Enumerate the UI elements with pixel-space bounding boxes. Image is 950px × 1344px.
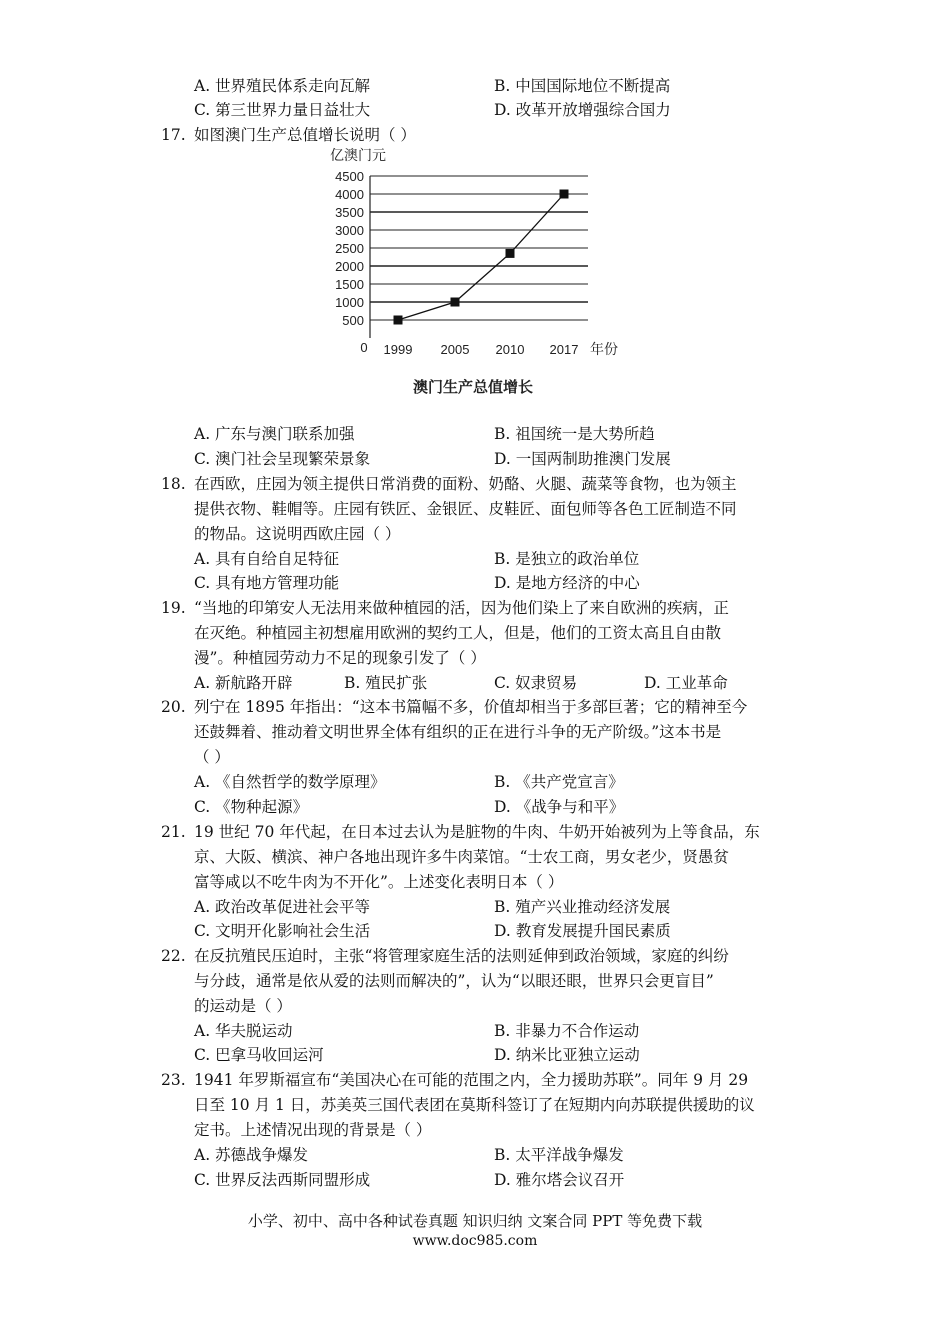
question-stem: 还鼓舞着、推动着文明世界全体有组织的正在进行斗争的无产阶级。”这本书是: [194, 723, 722, 741]
y-tick-label: 4000: [335, 187, 364, 202]
x-tick-label: 2010: [495, 342, 525, 357]
question-stem: 定书。上述情况出现的背景是（ ）: [194, 1121, 432, 1139]
chart-title: 澳门生产总值增长: [412, 379, 534, 396]
option-c: C. 文明开化影响社会生活: [194, 922, 371, 940]
question-number: 18.: [161, 475, 186, 493]
question-stem: 漫”。种植园劳动力不足的现象引发了（ ）: [194, 649, 486, 667]
option-a: A. 广东与澳门联系加强: [194, 425, 355, 443]
question-stem: （ ）: [194, 748, 230, 766]
option-b: B. 非暴力不合作运动: [494, 1022, 640, 1040]
option-a: A. 世界殖民体系走向瓦解: [194, 77, 371, 95]
option-c: C. 奴隶贸易: [494, 674, 578, 692]
option-c: C. 《物种起源》: [194, 798, 309, 816]
y-tick-label: 4500: [335, 169, 364, 184]
question-stem: 的运动是（ ）: [194, 997, 292, 1015]
question-stem: 京、大阪、横滨、神户各地出现许多牛肉菜馆。“士农工商，男女老少，贤愚贫: [194, 848, 729, 866]
option-d: D. 教育发展提升国民素质: [494, 922, 671, 940]
option-b: B. 殖产兴业推动经济发展: [494, 898, 671, 916]
option-c: C. 巴拿马收回运河: [194, 1046, 324, 1064]
option-c: C. 澳门社会呈现繁荣景象: [194, 450, 371, 468]
footer-text: 小学、初中、高中各种试卷真题 知识归纳 文案合同 PPT 等免费下载: [247, 1212, 703, 1230]
x-axis-label: 年份: [590, 341, 618, 357]
x-tick-label: 2005: [440, 342, 470, 357]
y-tick-label: 2500: [335, 241, 364, 256]
option-b: B. 祖国统一是大势所趋: [494, 425, 655, 443]
footer-url[interactable]: www.doc985.com: [412, 1233, 538, 1249]
question-stem: 列宁在 1895 年指出：“这本书篇幅不多，价值却相当于多部巨著；它的精神至今: [194, 698, 748, 716]
option-c: C. 第三世界力量日益壮大: [194, 101, 371, 119]
question-stem: 1941 年罗斯福宣布“美国决心在可能的范围之内，全力援助苏联”。同年 9 月 29: [194, 1071, 749, 1089]
option-b: B. 《共产党宣言》: [494, 773, 624, 791]
option-b: B. 殖民扩张: [344, 674, 428, 692]
question-stem: 19 世纪 70 年代起，在日本过去认为是脏物的牛肉、牛奶开始被列为上等食品，东: [194, 823, 760, 841]
y-tick-label: 2000: [335, 259, 364, 274]
data-point: [560, 190, 569, 199]
x-tick-label: 2017: [549, 342, 579, 357]
question-stem: 富等咸以不吃牛肉为不开化”。上述变化表明日本（ ）: [194, 873, 564, 891]
question-stem: 日至 10 月 1 日，苏美英三国代表团在莫斯科签订了在短期内向苏联提供援助的议: [194, 1096, 755, 1114]
option-d: D. 雅尔塔会议召开: [494, 1171, 625, 1189]
chart-grid: [370, 176, 588, 338]
question-stem: 与分歧，通常是依从爱的法则而解决的”，认为“以眼还眼，世界只会更盲目”: [194, 972, 714, 990]
option-b: B. 中国国际地位不断提高: [494, 77, 671, 95]
option-a: A. 政治改革促进社会平等: [194, 898, 371, 916]
option-b: B. 是独立的政治单位: [494, 550, 640, 568]
question-number: 17.: [161, 126, 186, 144]
data-point: [506, 249, 515, 258]
question-number: 21.: [161, 823, 186, 841]
question-stem: 在西欧，庄园为领主提供日常消费的面粉、奶酪、火腿、蔬菜等食物，也为领主: [194, 475, 737, 493]
x-tick-labels: [384, 342, 579, 357]
option-d: D. 纳米比亚独立运动: [494, 1046, 640, 1064]
option-b: B. 太平洋战争爆发: [494, 1146, 624, 1164]
option-d: D. 是地方经济的中心: [494, 574, 640, 592]
option-d: D. 一国两制助推澳门发展: [494, 450, 671, 468]
y-tick-labels: [335, 169, 368, 355]
option-d: D. 工业革命: [644, 674, 728, 692]
data-point: [394, 316, 403, 325]
question-stem: “当地的印第安人无法用来做种植园的活，因为他们染上了来自欧洲的疾病，正: [194, 599, 729, 617]
y-tick-label: 3500: [335, 205, 364, 220]
option-d: D. 《战争与和平》: [494, 798, 625, 816]
option-a: A. 苏德战争爆发: [194, 1146, 309, 1164]
option-a: A. 新航路开辟: [194, 674, 293, 692]
y-tick-label: 500: [342, 313, 364, 328]
question-stem: 在反抗殖民压迫时，主张“将管理家庭生活的法则延伸到政治领域，家庭的纠纷: [194, 947, 729, 965]
question-stem: 提供衣物、鞋帽等。庄园有铁匠、金银匠、皮鞋匠、面包师等各色工匠制造不同: [194, 500, 737, 518]
question-stem: 如图澳门生产总值增长说明（ ）: [194, 126, 416, 144]
option-c: C. 世界反法西斯同盟形成: [194, 1171, 371, 1189]
option-c: C. 具有地方管理功能: [194, 574, 340, 592]
question-stem: 的物品。这说明西欧庄园（ ）: [194, 525, 401, 543]
data-point: [451, 298, 460, 307]
gdp-chart: [318, 142, 628, 404]
option-a: A. 华夫脱运动: [194, 1022, 293, 1040]
question-stem: 在灭绝。种植园主初想雇用欧洲的契约工人，但是，他们的工资太高且自由散: [194, 624, 722, 642]
option-d: D. 改革开放增强综合国力: [494, 101, 671, 119]
data-points: [394, 190, 569, 325]
option-a: A. 《自然哲学的数学原理》: [194, 773, 386, 791]
question-number: 22.: [161, 947, 186, 965]
question-number: 19.: [161, 599, 186, 617]
option-a: A. 具有自给自足特征: [194, 550, 340, 568]
series-line: [398, 194, 564, 320]
question-number: 23.: [161, 1071, 186, 1089]
y-axis-label: 亿澳门元: [330, 147, 386, 163]
x-tick-label: 1999: [383, 342, 413, 357]
question-number: 20.: [161, 698, 186, 716]
y-tick-label: 0: [360, 340, 368, 355]
y-tick-label: 3000: [335, 223, 364, 238]
y-tick-label: 1000: [335, 295, 364, 310]
y-tick-label: 1500: [335, 277, 364, 292]
